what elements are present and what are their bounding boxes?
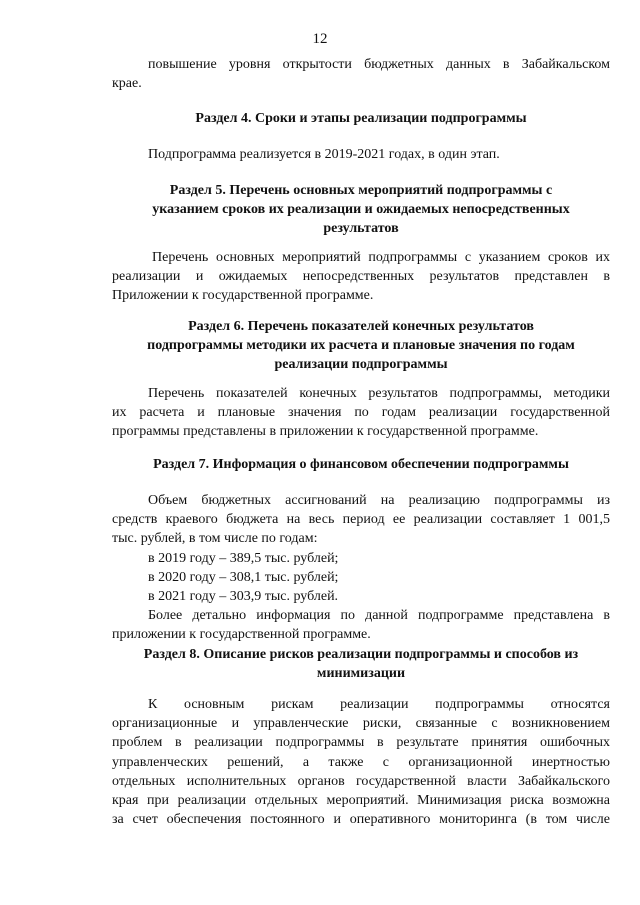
- section-7-paragraph: [112, 491, 610, 645]
- text-line: за счет обеспечения постоянного и оперативного мониторинга (в том числе: [112, 812, 610, 828]
- heading-line: Раздел 5. Перечень основных мероприятий подпрограммы с: [169, 183, 553, 198]
- heading-line: указанием сроков их реализации и ожидаемых непосредственных: [152, 202, 570, 218]
- text-line: управленческих решений, а также с организационной инертностью: [112, 754, 610, 770]
- section-6-paragraph: [112, 384, 610, 442]
- text-line: Более детально информация по данной подпрограмме представлена в: [148, 608, 610, 624]
- text-line: их расчета и плановые значения по годам реализации государственной: [112, 405, 610, 421]
- heading-line: результатов: [323, 221, 399, 237]
- section-4-heading: Раздел 4. Сроки и этапы реализации подпрограммы: [195, 111, 527, 126]
- section-8-heading: [112, 645, 610, 683]
- text-line: программы представлены в приложении к государственной программе.: [112, 424, 539, 440]
- text-line: Перечень основных мероприятий подпрограммы с указанием сроков их: [152, 250, 610, 265]
- page-number: 12: [312, 31, 328, 47]
- heading-line: Раздел 8. Описание рисков реализации подпрограммы и способов из: [143, 647, 579, 662]
- text-line: Объем бюджетных ассигнований на реализацию подпрограммы из: [148, 493, 610, 508]
- text-line: К основным рискам реализации подпрограммы относятся: [148, 697, 610, 712]
- text-line: приложении к государственной программе.: [112, 627, 371, 643]
- section-4-text: [112, 145, 610, 164]
- heading-line: Раздел 6. Перечень показателей конечных результатов: [188, 319, 534, 334]
- year-2019-amount: в 2019 году – 389,5 тыс. рублей;: [148, 550, 339, 566]
- section-5-paragraph: [112, 248, 610, 306]
- text-line: крае.: [112, 76, 142, 92]
- year-2020-amount: в 2020 году – 308,1 тыс. рублей;: [148, 569, 339, 585]
- text-line: реализации и ожидаемых непосредственных результатов представлен в: [112, 269, 610, 285]
- heading-line: реализации подпрограммы: [274, 357, 448, 373]
- heading-line: подпрограммы методики их расчета и плановые значения по годам: [147, 338, 575, 354]
- section-5-heading: [112, 181, 610, 239]
- heading-line: минимизации: [316, 666, 406, 682]
- section-8-paragraph: [112, 695, 610, 829]
- text-line: отдельных исполнительных органов государственной власти Забайкальского: [112, 773, 610, 789]
- text-line: края при реализации отдельных мероприятий. Минимизация риска возможна: [112, 793, 610, 809]
- text-line: проблем в реализации подпрограммы в результате принятия ошибочных: [112, 735, 610, 751]
- text-line: Приложении к государственной программе.: [112, 288, 374, 304]
- intro-paragraph: [112, 55, 610, 93]
- text-line: тыс. рублей, в том числе по годам:: [112, 531, 318, 547]
- section-6-heading: [112, 317, 610, 375]
- year-2021-amount: в 2021 году – 303,9 тыс. рублей.: [148, 589, 339, 605]
- text-line: Подпрограмма реализуется в 2019-2021 годах, в один этап.: [148, 147, 500, 162]
- text-line: Перечень показателей конечных результатов подпрограммы, методики: [148, 386, 610, 401]
- text-line: средств краевого бюджета на весь период ее реализации составляет 1 001,5: [112, 512, 610, 528]
- text-line: повышение уровня открытости бюджетных данных в Забайкальском: [148, 57, 610, 72]
- text-line: организационные и управленческие риски, связанные с возникновением: [112, 716, 610, 732]
- section-7-heading: Раздел 7. Информация о финансовом обеспечении подпрограммы: [153, 457, 569, 472]
